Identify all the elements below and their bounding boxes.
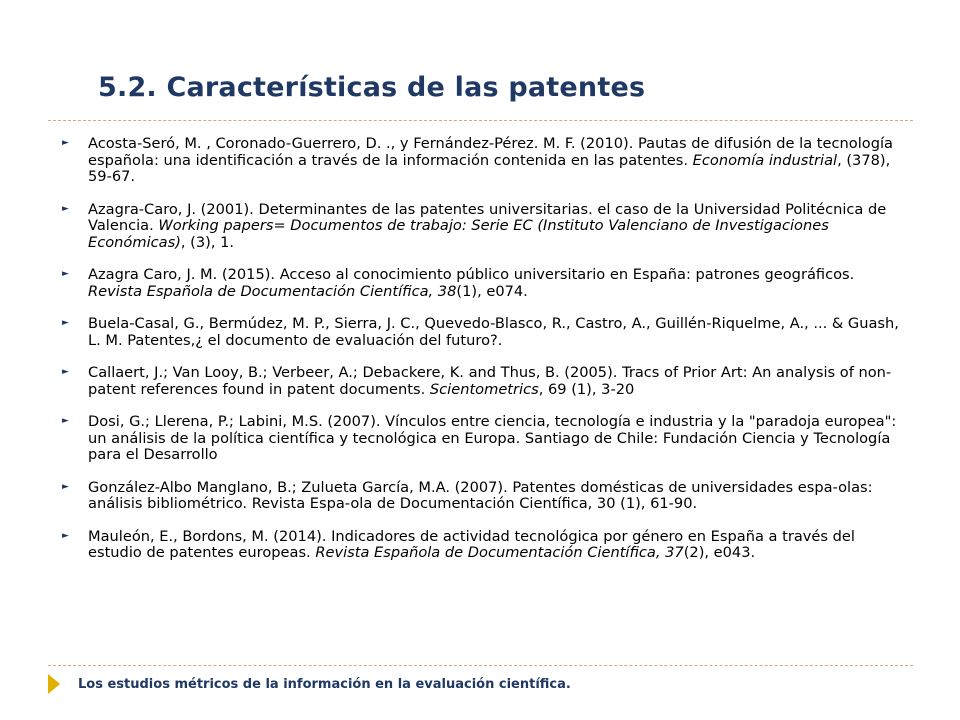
reference-tail: , (3), 1. [180, 233, 235, 251]
reference-item [62, 414, 907, 464]
reference-tail: , (378), 59-67. [88, 151, 891, 185]
reference-item [62, 316, 907, 349]
reference-italic: Economía industrial [692, 151, 838, 169]
bullet-arrow-icon: ► [62, 367, 69, 377]
triangle-right-icon [48, 674, 60, 694]
reference-italic: Revista Española de Documentación Científica, 37 [315, 544, 684, 561]
reference-text: Mauleón, E., Bordons, M. (2014). Indicadores de actividad tecnológica por género en España a través del estudio de patentes europeas. [88, 527, 855, 561]
top-divider [48, 120, 913, 121]
reference-tail: (2), e043. [683, 544, 756, 561]
bullet-arrow-icon: ► [62, 203, 69, 214]
bullet-arrow-icon: ► [62, 481, 69, 492]
bullet-arrow-icon: ► [62, 318, 69, 328]
reference-text: González-Albo Manglano, B.; Zulueta García, M.A. (2007). Patentes domésticas de universidades espa-olas: análisis bibliométrico. Revista Espa-ola de Documentación Científica, 30 (1), 61-90. [88, 478, 873, 512]
reference-item [62, 267, 907, 300]
bottom-divider [48, 665, 913, 666]
bullet-arrow-icon: ► [62, 138, 69, 148]
reference-item [62, 529, 907, 562]
reference-text: Buela-Casal, G., Bermúdez, M. P., Sierra, J. C., Quevedo-Blasco, R., Castro, A., Guillén-Riquelme, A., ... & Guash, L. M. Patentes,¿ el documento de evaluación del futuro?. [88, 315, 899, 349]
reference-text: Callaert, J.; Van Looy, B.; Verbeer, A.; Debackere, K. and Thus, B. (2005). Tracs of Prior Art: An analysis of non-patent references found in patent documents. [88, 364, 892, 398]
reference-text: Dosi, G.; Llerena, P.; Labini, M.S. (2007). Vínculos entre ciencia, tecnología e industria y la "paradoja europea": un análisis de la política científica y tecnológica en Europa. Santiago de Chile: Fundación Ciencia y Tecnología para el Desarrollo [88, 413, 897, 463]
reference-italic: Revista Española de Documentación Científica, 38 [88, 282, 457, 300]
reference-italic: Scientometrics [429, 380, 539, 398]
reference-italic: Working papers= Documentos de trabajo: Serie EC (Instituto Valenciano de Investigaciones Económicas) [88, 217, 829, 251]
reference-text: Azagra-Caro, J. (2001). Determinantes de las patentes universitarias. el caso de la Universidad Politécnica de Valencia. [88, 200, 887, 234]
page-title: 5.2. Características de las patentes [98, 72, 646, 103]
reference-text: Acosta-Seró, M. , Coronado-Guerrero, D. ., y Fernández-Pérez. M. F. (2010). Pautas de difusión de la tecnología española: una identificación a través de la información contenida en las patentes. [88, 135, 893, 169]
footer-text: Los estudios métricos de la información en la evaluación científica. [78, 677, 571, 692]
reference-text: Azagra Caro, J. M. (2015). Acceso al conocimiento público universitario en España: patrones geográficos. [88, 266, 855, 283]
bullet-arrow-icon: ► [62, 416, 69, 426]
bullet-arrow-icon: ► [62, 530, 69, 541]
reference-item [62, 365, 907, 398]
reference-tail: , 69 (1), 3-20 [538, 380, 635, 398]
reference-tail: (1), e074. [456, 282, 528, 300]
references-list [62, 136, 907, 578]
bullet-arrow-icon: ► [62, 269, 69, 279]
reference-item [62, 136, 907, 186]
reference-item [62, 480, 907, 513]
reference-item [62, 202, 907, 252]
